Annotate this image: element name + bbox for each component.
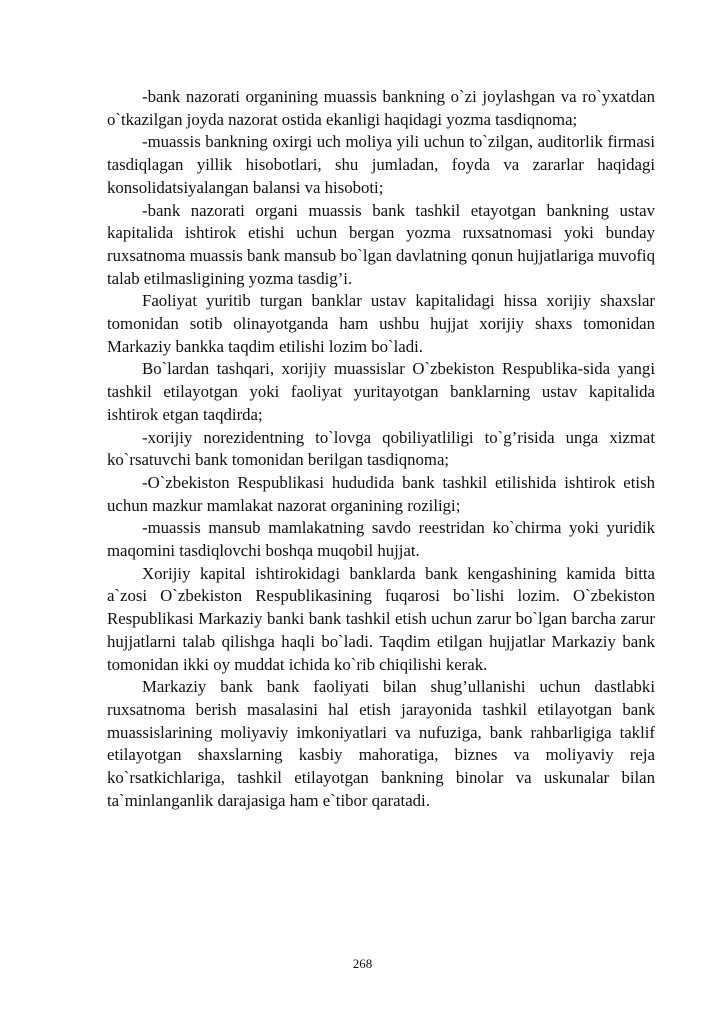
page-number: 268 (352, 956, 373, 971)
paragraph: -bank nazorati organining muassis bankning o`zi joylashgan va ro`yxatdan o`tkazilgan joyda nazorat ostida ekanligi haqidagi yozma tasdiqnoma; (107, 87, 655, 129)
paragraph: -xorijiy norezidentning to`lovga qobiliyatliligi to`g’risida unga xizmat ko`rsatuvchi bank tomonidan berilgan tasdiqnoma; (107, 427, 655, 470)
paragraph: -muassis bankning oxirgi uch moliya yili uchun to`zilgan, auditorlik firmasi tasdiqlagan yillik hisobotlari, shu jumladan, foyda va zararlar haqidagi konsolidatsiyalangan balansi va hisoboti; (107, 132, 655, 197)
paragraph: -muassis mansub mamlakatning savdo reestridan ko`chirma yoki yuridik maqomini tasdiqlovchi boshqa muqobil hujjat. (107, 518, 655, 561)
paragraph: Xorijiy kapital ishtirokidagi banklarda bank kengashining kamida bitta a`zosi O`zbekiston Respublikasining fuqarosi bo`lishi lozim. O`zbekiston Respublikasi Markaziy banki bank tashkil etish uchun zarur bo`lgan barcha zarur hujjatlarni talab qilishga haqli bo`ladi. Taqdim etilgan hujjatlar Markaziy bank tomonidan ikki oy muddat ichida ko`rib chiqilishi kerak. (107, 563, 655, 674)
body-text (107, 86, 655, 813)
paragraph: -O`zbekiston Respublikasi hududida bank tashkil etilishida ishtirok etish uchun mazkur mamlakat nazorat organining roziligi; (107, 472, 655, 515)
paragraph: Bo`lardan tashqari, xorijiy muassislar O`zbekiston Respublika-sida yangi tashkil etilayotgan yoki faoliyat yuritayotgan banklarning ustav kapitalida ishtirok etgan taqdirda; (107, 359, 655, 424)
paragraph: Markaziy bank bank faoliyati bilan shug’ullanishi uchun dastlabki ruxsatnoma berish masalasini hal etish jarayonida tashkil etilayotgan bank muassislarining moliyaviy imkoniyatlari va nufuziga, bank rahbarligiga taklif etilayotgan shaxslarning kasbiy mahoratiga, biznes va moliyaviy reja ko`rsatkichlariga, tashkil etilayotgan bankning binolar va uskunalar bilan ta`minlanganlik darajasiga ham e`tibor qaratadi. (107, 677, 655, 810)
paragraph: Faoliyat yuritib turgan banklar ustav kapitalidagi hissa xorijiy shaxslar tomonidan sotib olinayotganda ham ushbu hujjat xorijiy shaxs tomonidan Markaziy bankka taqdim etilishi lozim bo`ladi. (107, 291, 655, 356)
paragraph: -bank nazorati organi muassis bank tashkil etayotgan bankning ustav kapitalida ishtirok etishi uchun bergan yozma ruxsatnomasi yoki bunday ruxsatnoma muassis bank mansub bo`lgan davlatning qonun hujjatlariga muvofiq talab etilmasligining yozma tasdig’i. (107, 200, 655, 288)
